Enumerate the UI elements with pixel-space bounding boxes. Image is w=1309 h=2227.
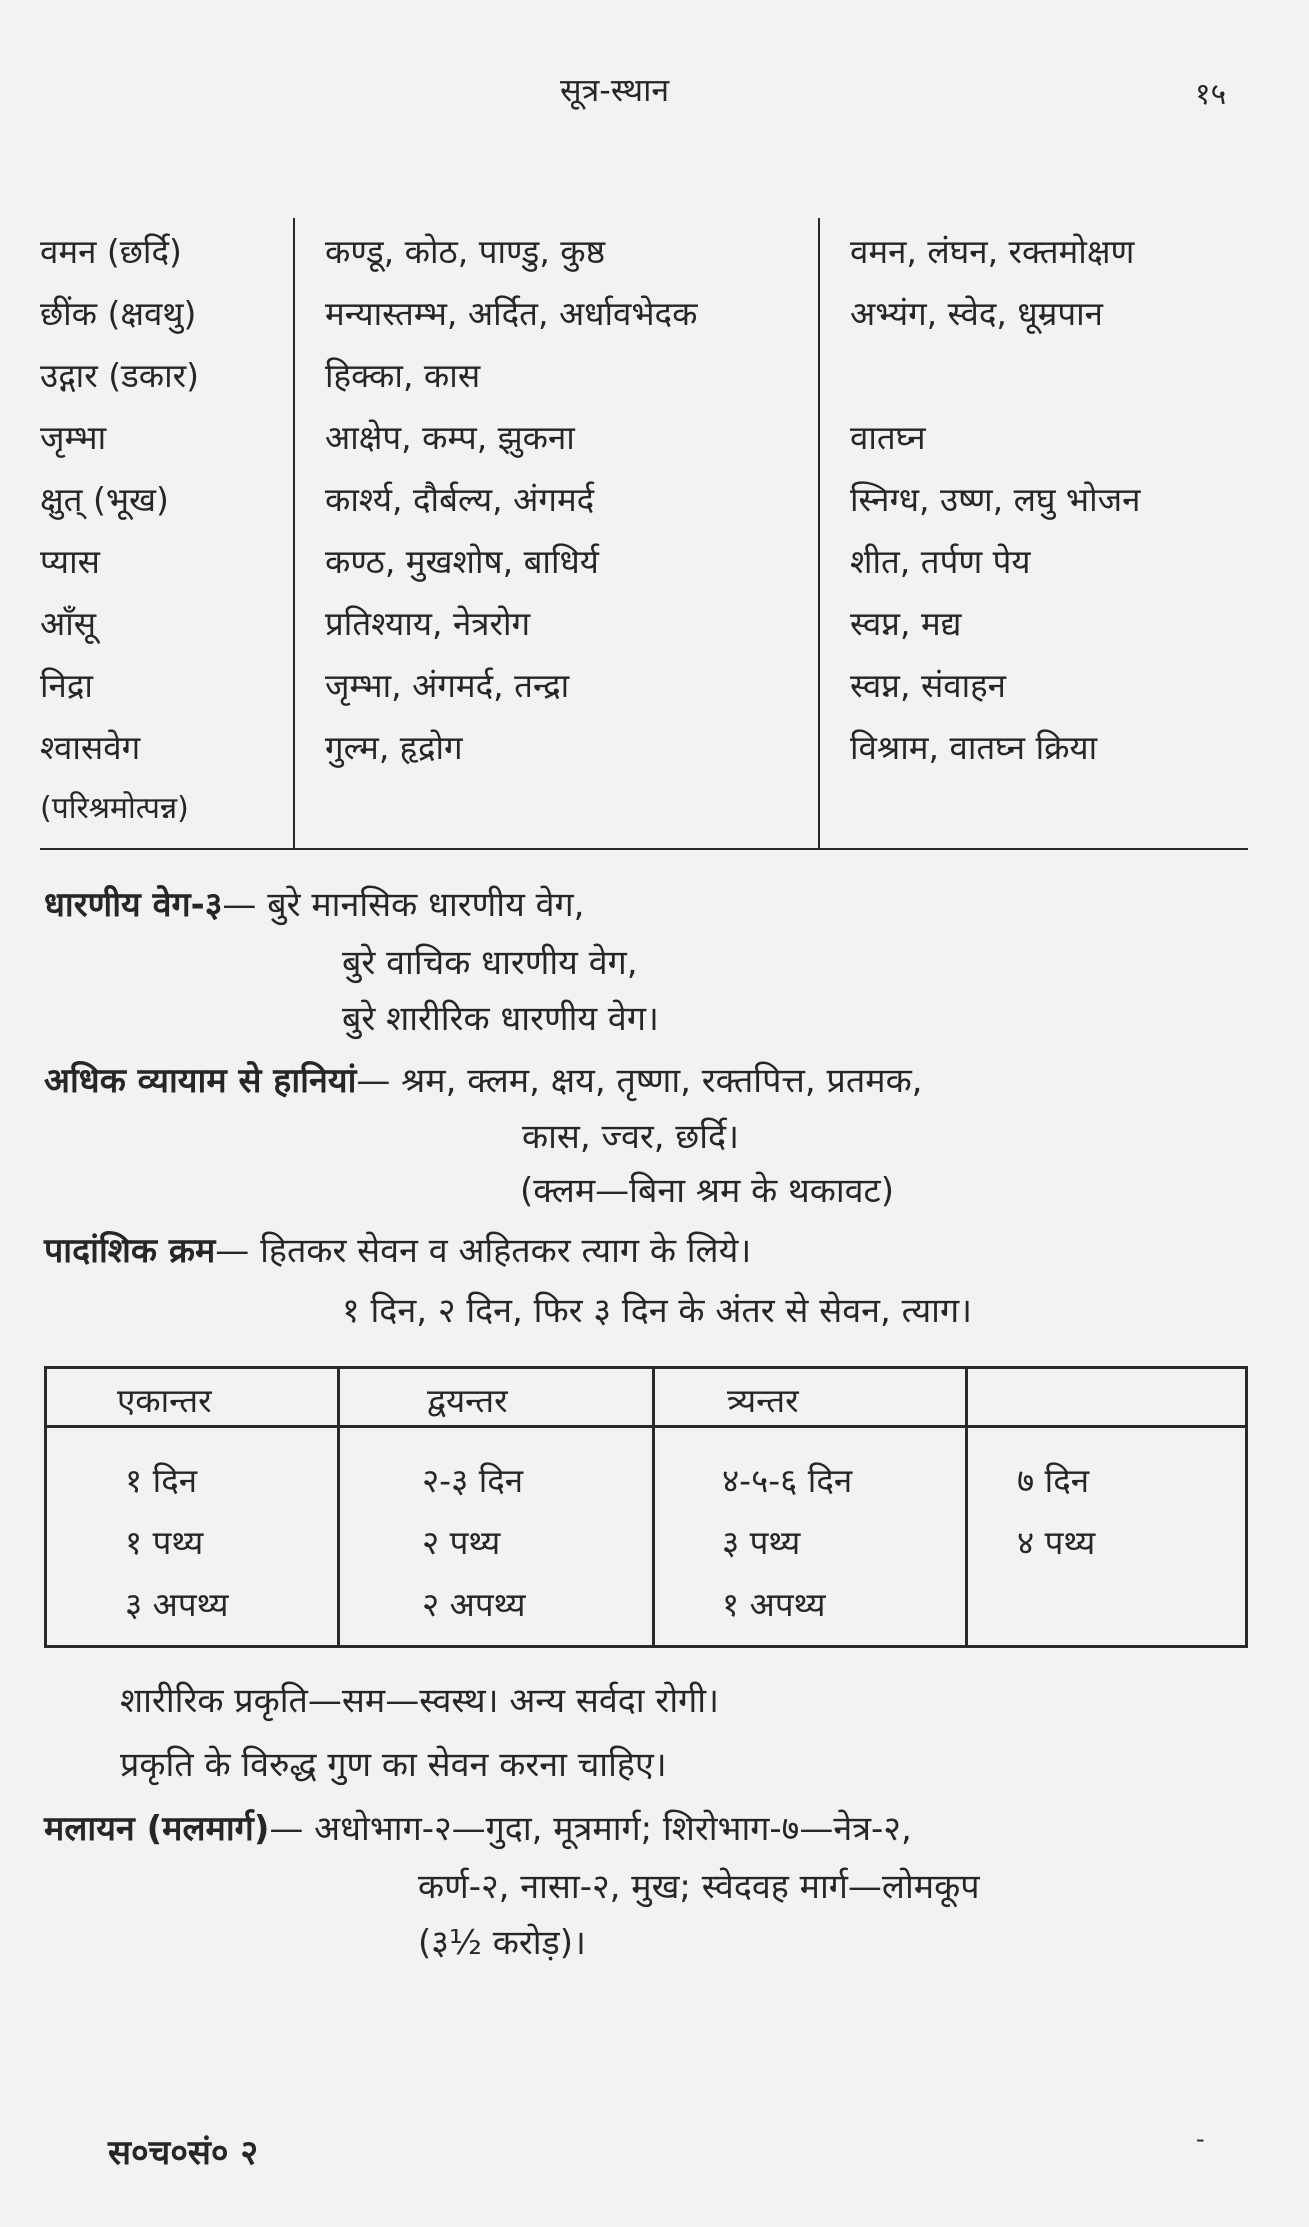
vega-name: छींक (क्षवथु): [40, 294, 197, 333]
vega-name: क्षुत् (भूख): [40, 480, 169, 519]
krama-cell: १ दिन: [125, 1461, 198, 1500]
krama-header: त्र्यन्तर: [727, 1381, 799, 1420]
table-row: [40, 468, 1250, 530]
vega-rog: गुल्म, हृद्रोग: [325, 728, 463, 767]
vega-rog: आक्षेप, कम्प, झुकना: [325, 418, 575, 457]
dharaniya-label: धारणीय वेग-३: [44, 885, 223, 925]
dharaniya-dash: —: [222, 885, 257, 925]
krama-cell: ३ अपथ्य: [125, 1585, 229, 1624]
krama-cell: ७ दिन: [1017, 1461, 1090, 1500]
krama-header-rule: [47, 1425, 1245, 1428]
padamshik-line-2: १ दिन, २ दिन, फिर ३ दिन के अंतर से सेवन, त्याग।: [342, 1291, 972, 1331]
vega-name: श्वासवेग: [40, 728, 141, 767]
krama-cell: २ पथ्य: [422, 1523, 501, 1562]
vyayam-line-1: [44, 1056, 923, 1102]
krama-cell: ४ पथ्य: [1017, 1523, 1096, 1562]
vega-rog: मन्यास्तम्भ, अर्दित, अर्धावभेदक: [325, 294, 698, 333]
padamshik-label: पादांशिक क्रम: [44, 1231, 216, 1271]
vega-chikitsa: विश्राम, वातघ्न क्रिया: [850, 728, 1098, 767]
malayan-text: — अधोभाग-२—गुदा, मूत्रमार्ग; शिरोभाग-७—नेत्र-२,: [269, 1809, 912, 1849]
table-row: [40, 592, 1250, 654]
prakriti-line-2: प्रकृति के विरुद्ध गुण का सेवन करना चाहिए।: [120, 1745, 667, 1785]
malayan-label: मलायन (मलमार्ग): [44, 1809, 270, 1849]
prakriti-line-1: शारीरिक प्रकृति—सम—स्वस्थ। अन्य सर्वदा रोगी।: [120, 1681, 719, 1721]
table-row: [40, 654, 1250, 716]
krama-cell: २-३ दिन: [422, 1461, 524, 1500]
padamshik-text: — हितकर सेवन व अहितकर त्याग के लिये।: [215, 1231, 752, 1271]
vega-chikitsa: वमन, लंघन, रक्तमोक्षण: [850, 232, 1135, 271]
table-row: [40, 716, 1250, 778]
table-row: [40, 406, 1250, 468]
vega-chikitsa: स्वप्न, संवाहन: [850, 666, 1006, 705]
vega-table-bottom-rule: [40, 848, 1248, 850]
vega-rog: कार्श्य, दौर्बल्य, अंगमर्द: [325, 480, 595, 519]
vega-rog: हिक्का, कास: [325, 356, 481, 395]
krama-cell: १ अपथ्य: [722, 1585, 826, 1624]
vega-name: जृम्भा: [40, 418, 107, 457]
vyayam-label: अधिक व्यायाम से हानियां: [44, 1061, 357, 1101]
krama-col-divider: [652, 1369, 655, 1645]
krama-cell: १ पथ्य: [125, 1523, 204, 1562]
table-row: [40, 778, 1250, 830]
padamshik-line-1: [44, 1226, 751, 1272]
running-header-title: सूत्र-स्थान: [560, 71, 670, 109]
vega-name: प्यास: [40, 542, 100, 581]
krama-cell: २ अपथ्य: [422, 1585, 526, 1624]
krama-cell: ३ पथ्य: [722, 1523, 801, 1562]
krama-header: एकान्तर: [117, 1381, 212, 1420]
table-row: [40, 282, 1250, 344]
vyayam-text: — श्रम, क्लम, क्षय, तृष्णा, रक्तपित्त, प्रतमक,: [356, 1061, 923, 1101]
malayan-line-3: (३½ करोड़)।: [418, 1923, 586, 1963]
footer-signature: स०च०सं० २: [108, 2133, 259, 2173]
vega-chikitsa: स्निग्ध, उष्ण, लघु भोजन: [850, 480, 1141, 519]
vega-name: आँसू: [40, 604, 97, 643]
vyayam-line-2: कास, ज्वर, छर्दि।: [522, 1117, 739, 1157]
dharaniya-item: बुरे वाचिक धारणीय वेग,: [342, 943, 638, 983]
vega-chikitsa: वातघ्न: [850, 418, 926, 457]
table-row: [40, 220, 1250, 282]
vega-rog: जृम्भा, अंगमर्द, तन्द्रा: [325, 666, 570, 705]
vega-rog: प्रतिश्याय, नेत्ररोग: [325, 604, 531, 643]
table-row: [40, 344, 1250, 406]
vega-chikitsa: शीत, तर्पण पेय: [850, 542, 1031, 581]
vega-chikitsa: अभ्यंग, स्वेद, धूम्रपान: [850, 294, 1103, 333]
dharaniya-item: बुरे शारीरिक धारणीय वेग।: [342, 999, 659, 1039]
footer-mark: -: [1196, 2125, 1205, 2153]
vega-chikitsa: स्वप्न, मद्य: [850, 604, 962, 643]
vega-name: निद्रा: [40, 666, 93, 705]
page-number: १५: [1195, 77, 1227, 112]
malayan-line-2: कर्ण-२, नासा-२, मुख; स्वेदवह मार्ग—लोमकूप: [418, 1867, 980, 1907]
vega-name: उद्गार (डकार): [40, 356, 199, 395]
krama-col-divider: [337, 1369, 340, 1645]
malayan-line-1: [44, 1804, 912, 1850]
vyayam-note: (क्लम—बिना श्रम के थकावट): [520, 1171, 894, 1211]
table-row: [40, 530, 1250, 592]
krama-table: [44, 1366, 1248, 1648]
krama-col-divider: [965, 1369, 968, 1645]
vega-rog: कण्ठ, मुखशोष, बाधिर्य: [325, 542, 599, 581]
vega-name: वमन (छर्दि): [40, 232, 182, 271]
krama-header: द्वयन्तर: [427, 1381, 508, 1420]
dharaniya-line-1: [44, 880, 584, 926]
vega-name-extra: (परिश्रमोत्पन्न): [40, 791, 189, 826]
vega-rog: कण्डू, कोठ, पाण्डु, कुष्ठ: [325, 232, 606, 271]
vega-table: [40, 220, 1250, 830]
dharaniya-item: बुरे मानसिक धारणीय वेग,: [267, 885, 585, 925]
krama-cell: ४-५-६ दिन: [722, 1461, 853, 1500]
